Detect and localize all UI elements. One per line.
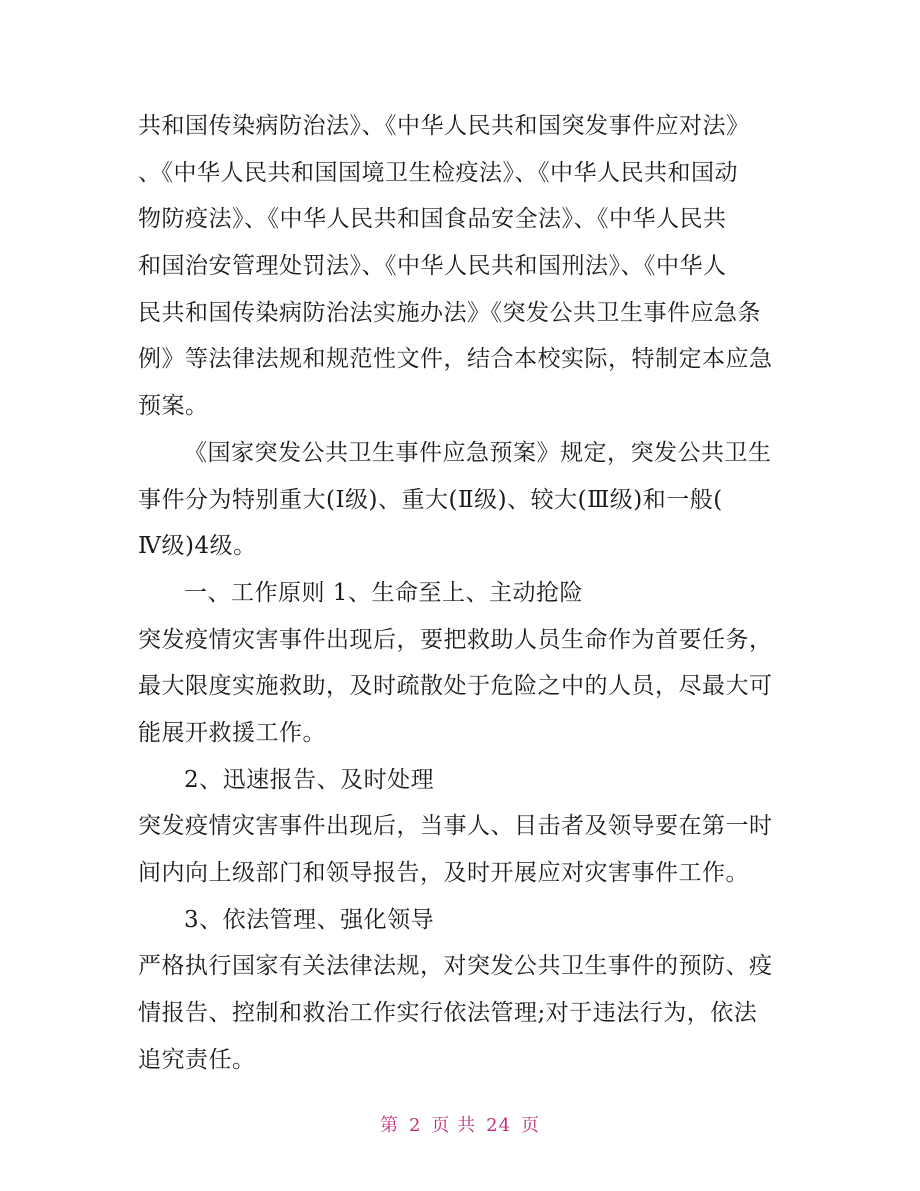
text-line: 突发疫情灾害事件出现后，当事人、目击者及领导要在第一时 bbox=[138, 813, 773, 840]
text-line: 能展开救援工作。 bbox=[138, 719, 326, 746]
text-line: 间内向上级部门和领导报告，及时开展应对灾害事件工作。 bbox=[138, 860, 749, 886]
text-line: 例》等法律法规和规范性文件，结合本校实际，特制定本应急 bbox=[138, 346, 773, 373]
text-line: 最大限度实施救助，及时疏散处于危险之中的人员，尽最大可 bbox=[138, 673, 773, 700]
text-line: 、《中华人民共和国国境卫生检疫法》、《中华人民共和国动 bbox=[138, 159, 738, 186]
paragraph-first-line: 《国家突发公共卫生事件应急预案》规定，突发公共卫生 bbox=[184, 439, 772, 466]
text-line: 物防疫法》、《中华人民共和国食品安全法》、《中华人民共 bbox=[138, 206, 727, 233]
text-line: 严格执行国家有关法律法规，对突发公共卫生事件的预防、疫 bbox=[138, 953, 773, 980]
footer-current-page: 2 bbox=[408, 1115, 422, 1136]
footer-total-pages: 24 bbox=[486, 1115, 512, 1136]
section-heading: 一、工作原则 1、生命至上、主动抢险 bbox=[184, 579, 583, 606]
text-line: 追究责任。 bbox=[138, 1046, 256, 1073]
subsection-heading: 2、迅速报告、及时处理 bbox=[184, 766, 435, 793]
text-line: 共和国传染病防治法》、《中华人民共和国突发事件应对法》 bbox=[138, 113, 750, 139]
footer-prefix: 第 bbox=[379, 1115, 399, 1136]
footer-suffix: 页 bbox=[521, 1115, 541, 1136]
text-line: 突发疫情灾害事件出现后，要把救助人员生命作为首要任务， bbox=[138, 626, 773, 653]
document-body bbox=[138, 103, 786, 1083]
text-line: 情报告、控制和救治工作实行依法管理;对于违法行为，依法 bbox=[138, 1000, 758, 1027]
text-line: 民共和国传染病防治法实施办法》《突发公共卫生事件应急条 bbox=[138, 299, 761, 326]
text-line: 事件分为特别重大(Ⅰ级)、重大(Ⅱ级)、较大(Ⅲ级)和一般( bbox=[138, 486, 723, 513]
footer-middle: 页 共 bbox=[431, 1115, 477, 1136]
text-line: 和国治安管理处罚法》、《中华人民共和国刑法》、《中华人 bbox=[138, 253, 727, 280]
text-line: 预案。 bbox=[138, 393, 209, 420]
page-footer bbox=[0, 1111, 920, 1137]
text-line: Ⅳ级)4级。 bbox=[138, 533, 257, 560]
subsection-heading: 3、依法管理、强化领导 bbox=[184, 906, 435, 933]
